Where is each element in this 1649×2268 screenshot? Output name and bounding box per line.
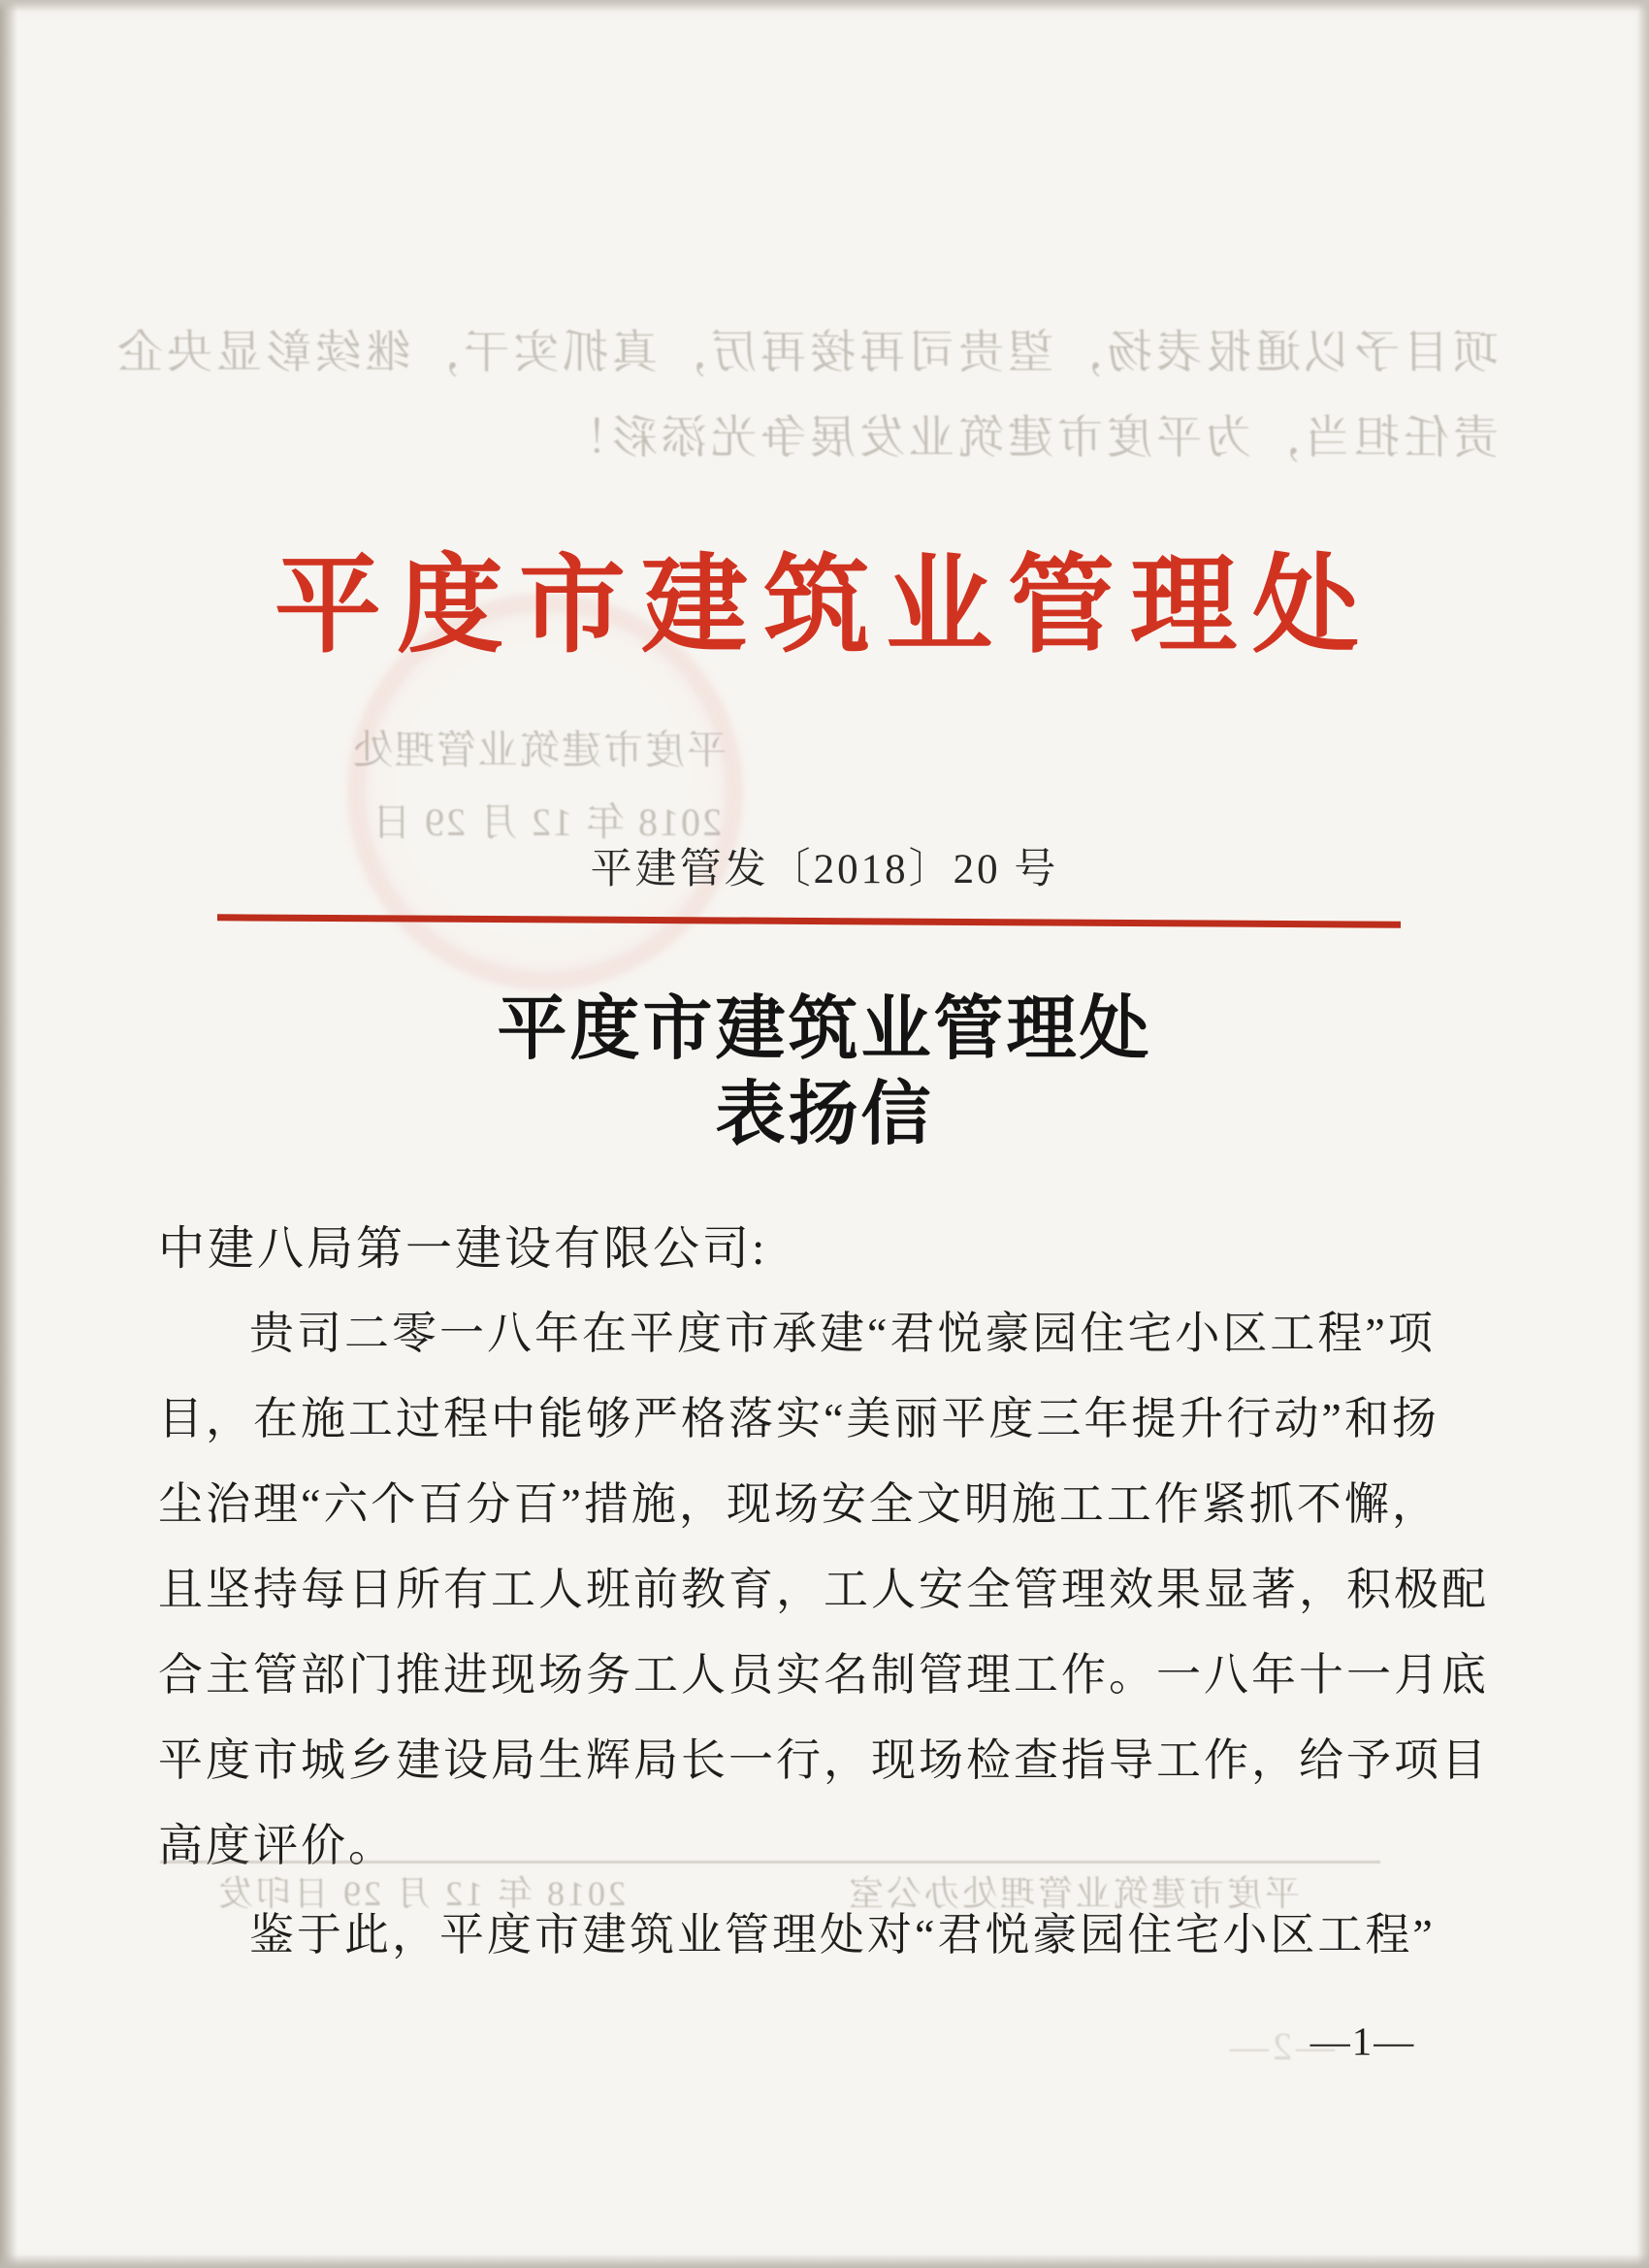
bleedthrough-text-line1: 项目予以通报表扬，望贵司再接再厉，真抓实干，继续彰显央企 <box>113 328 1499 378</box>
bleedthrough-text-line2: 责任担当，为平度市建筑业发展争光添彩！ <box>559 413 1499 464</box>
scan-edge-top <box>0 0 1649 12</box>
bleedthrough-footer-left: 2018 年 12 月 29 日印发 <box>215 1874 627 1913</box>
body-line: 合主管部门推进现场务工人员实名制管理工作。一八年十一月底 <box>158 1650 1489 1700</box>
salutation: 中建八局第一建设有限公司: <box>158 1223 768 1275</box>
body-line: 目，在施工过程中能够严格落实“美丽平度三年提升行动”和扬 <box>158 1394 1439 1443</box>
letterhead-agency-title: 平度市建筑业管理处 <box>275 547 1374 665</box>
document-number: 平建管发〔2018〕20 号 <box>590 847 1059 892</box>
closing-paragraph-first-line: 鉴于此，平度市建筑业管理处对“君悦豪园住宅小区工程” <box>249 1910 1436 1960</box>
body-line: 高度评价。 <box>158 1821 396 1870</box>
scan-edge-bottom <box>0 2254 1649 2268</box>
bleedthrough-footer-right: 平度市建筑业管理处办公室 <box>846 1874 1301 1913</box>
letterhead-red-rule <box>217 914 1401 927</box>
letter-title-line2: 表扬信 <box>715 1076 934 1153</box>
page-number: —1— <box>1310 2019 1416 2063</box>
bleedthrough-footer-rule <box>160 1861 1380 1863</box>
body-line: 尘治理“六个百分百”措施，现场安全文明施工工作紧抓不懈， <box>158 1479 1439 1529</box>
bleedthrough-page-number: —2— <box>1226 2025 1335 2068</box>
body-line: 平度市城乡建设局生辉局长一行，现场检查指导工作，给予项目 <box>158 1735 1489 1785</box>
bleedthrough-signature: 平度市建筑业管理处 <box>351 728 727 772</box>
letter-title-line1: 平度市建筑业管理处 <box>497 990 1152 1068</box>
bleedthrough-date: 2018 年 12 月 29 日 <box>371 800 722 844</box>
body-line: 贵司二零一八年在平度市承建“君悦豪园住宅小区工程”项 <box>249 1309 1436 1358</box>
body-line: 且坚持每日所有工人班前教育，工人安全管理效果显著，积极配 <box>158 1565 1489 1614</box>
